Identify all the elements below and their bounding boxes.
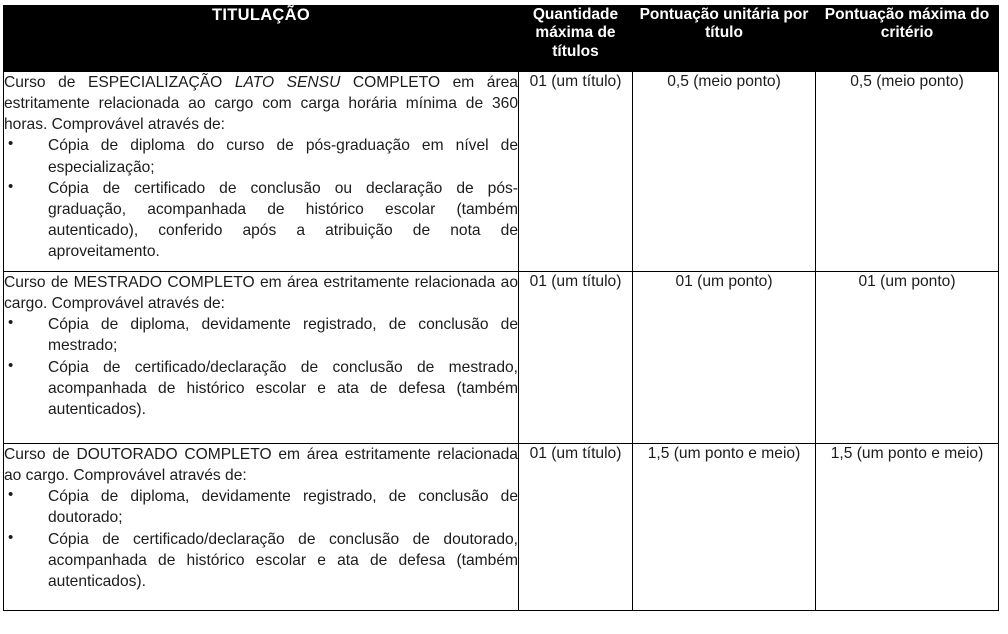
criteria-intro-paragraph (4, 72, 518, 135)
criteria-intro-rest: COMPLETO em área estritamente relacionada ao cargo com carga horária mínima de 360 horas. Comprovável através de: (4, 74, 518, 134)
criteria-bullet-item (4, 486, 518, 528)
cell-quantidade-maxima: 01 (um título) (519, 72, 633, 272)
criteria-intro-paragraph: Curso de MESTRADO COMPLETO em área estritamente relacionada ao cargo. Comprovável através de: (4, 274, 518, 313)
table-row (4, 272, 999, 444)
criteria-bullet-item (4, 178, 518, 263)
column-header-pontuacao-unitaria-por-titulo: Pontuação unitária por título (633, 6, 816, 72)
table-row (4, 72, 999, 272)
criteria-description-mestrado (4, 272, 519, 444)
criteria-bullet-item (4, 529, 518, 592)
column-header-quantidade-maxima-de-titulos: Quantidade máxima de títulos (519, 6, 633, 72)
criteria-description-especializacao (4, 72, 519, 272)
table-body (4, 72, 999, 611)
cell-pontuacao-maxima: 01 (um ponto) (816, 272, 999, 444)
criteria-bullet-text: • Cópia de diploma, devidamente registrado, de conclusão de doutorado; (4, 486, 518, 528)
criteria-bullet-text: • Cópia de diploma, devidamente registrado, de conclusão de mestrado; (4, 314, 518, 356)
criteria-bullet-text: • Cópia de certificado/declaração de conclusão de mestrado, acompanhada de histórico escolar e ata de defesa (também autenticados). (4, 357, 518, 420)
table-header-row (4, 6, 999, 72)
criteria-bullet-item (4, 314, 518, 356)
cell-pontuacao-unitaria: 1,5 (um ponto e meio) (633, 444, 816, 611)
cell-pontuacao-maxima: 1,5 (um ponto e meio) (816, 444, 999, 611)
criteria-bullet-item (4, 357, 518, 420)
criteria-bullet-text: • Cópia de diploma do curso de pós-graduação em nível de especialização; (4, 135, 518, 177)
cell-pontuacao-maxima: 0,5 (meio ponto) (816, 72, 999, 272)
table-row (4, 444, 999, 611)
column-header-titulacao: TITULAÇÃO (4, 6, 519, 72)
table-header (4, 6, 999, 72)
criteria-bullet-item (4, 135, 518, 177)
criteria-intro-paragraph: Curso de DOUTORADO COMPLETO em área estritamente relacionada ao cargo. Comprovável através de: (4, 446, 518, 485)
cell-quantidade-maxima: 01 (um título) (519, 444, 633, 611)
titulacao-scoring-table (3, 5, 999, 611)
cell-pontuacao-unitaria: 0,5 (meio ponto) (633, 72, 816, 272)
criteria-intro-italic-lato-sensu: LATO SENSU (234, 74, 341, 91)
cell-pontuacao-unitaria: 01 (um ponto) (633, 272, 816, 444)
criteria-intro-text: Curso de ESPECIALIZAÇÃO (4, 74, 235, 91)
column-header-pontuacao-maxima-do-criterio: Pontuação máxima do critério (816, 6, 999, 72)
cell-quantidade-maxima: 01 (um título) (519, 272, 633, 444)
criteria-description-doutorado (4, 444, 519, 611)
criteria-bullet-text: • Cópia de certificado/declaração de conclusão de doutorado, acompanhada de histórico escolar e ata de defesa (também autenticados). (4, 529, 518, 592)
criteria-bullet-text: • Cópia de certificado de conclusão ou declaração de pós-graduação, acompanhada de histórico escolar (também autenticado), conferido após a atribuição de nota de aproveitamento. (4, 178, 518, 263)
